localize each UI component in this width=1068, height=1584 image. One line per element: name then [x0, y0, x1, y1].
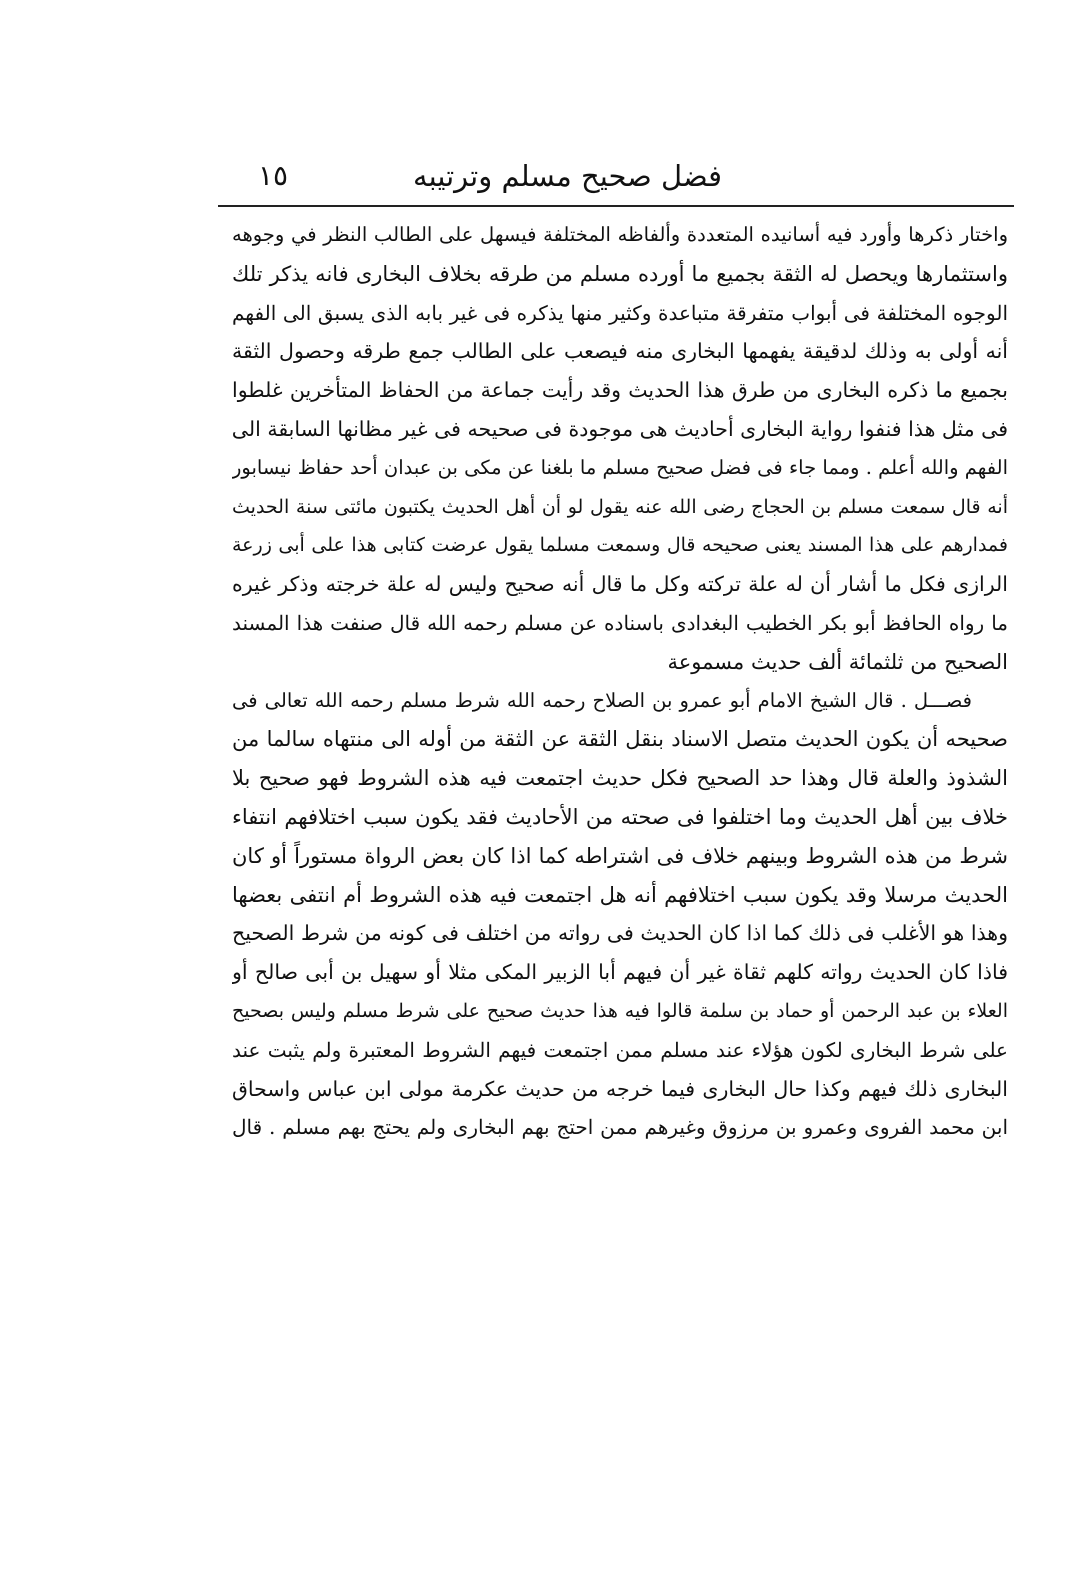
text-line: الحديث مرسلا وقد يكون سبب اختلافهم أنه هل اجتمعت فيه هذه الشروط أم انتفى بعضها — [232, 882, 1008, 907]
text-line: صحيحه أن يكون الحديث متصل الاسناد بنقل الثقة عن الثقة من أوله الى منتهاه سالما من — [232, 727, 1008, 752]
text-line: الرازى فكل ما أشار أن له علة تركته وكل ما قال أنه صحيح وليس له علة خرجته وذكر غيره — [232, 572, 1008, 597]
text-line: ما رواه الحافظ أبو بكر الخطيب البغدادى باسناده عن مسلم رحمه الله قال صنفت هذا المسند — [232, 610, 1008, 635]
text-line: أنه أولى به وذلك لدقيقة يفهمها البخارى منه فيصعب على الطالب جمع طرقه وحصول الثقة — [232, 339, 1008, 364]
text-line: خلاف بين أهل الحديث وما اختلفوا فى صحته من الأحاديث فقد يكون سبب اختلافهم انتفاء — [232, 804, 1008, 829]
header-rule — [218, 205, 1014, 207]
text-line: بجميع ما ذكره البخارى من طرق هذا الحديث وقد رأيت جماعة من الحفاظ المتأخرين غلطوا — [232, 378, 1008, 403]
text-line: وهذا هو الأغلب فى ذلك كما اذا كان الحديث فى رواته من اختلف فى كونه من شرط الصحيح — [232, 921, 1008, 946]
text-line: واستثمارها ويحصل له الثقة بجميع ما أورده مسلم من طرقه بخلاف البخارى فانه يذكر تلك — [232, 261, 1008, 286]
text-line: ابن محمد الفروى وعمرو بن مرزوق وغيرهم ممن احتج بهم البخارى ولم يحتج بهم مسلم . قال — [232, 1115, 1008, 1140]
text-line: فاذا كان الحديث رواته كلهم ثقاة غير أن فيهم أبا الزبير المكى مثلا أو سهيل بن أبى صالح أو — [232, 960, 1008, 985]
paragraph-end-line: الصحيح من ثلثمائة ألف حديث مسموعة — [667, 649, 1008, 674]
text-line: أنه قال سمعت مسلم بن الحجاج رضى الله عنه يقول لو أن أهل الحديث يكتبون مائتى سنة الحديث — [232, 495, 1008, 518]
page-header — [218, 150, 1012, 204]
text-line: الفهم والله أعلم . ومما جاء فى فضل صحيح مسلم ما بلغنا عن مكى بن عبدان أحد حفاظ نيسابور — [232, 455, 1008, 479]
text-line: فى مثل هذا فنفوا رواية البخارى أحاديث هى موجودة فى صحيحه فى غير مظانها السابقة الى — [232, 416, 1008, 441]
body-text — [232, 216, 1008, 1147]
text-line: البخارى ذلك فيهم وكذا حال البخارى فيما خرجه من حديث عكرمة مولى ابن عباس واسحاق — [232, 1076, 1008, 1101]
text-line: فمدارهم على هذا المسند يعنى صحيحه قال وسمعت مسلما يقول عرضت كتابى هذا على أبى زرعة — [232, 534, 1008, 557]
text-line: شرط من هذه الشروط وبينهم خلاف فى اشتراطه كما اذا كان بعض الرواة مستوراً أو كان — [232, 843, 1008, 868]
text-line: على شرط البخارى لكون هؤلاء عند مسلم ممن اجتمعت فيهم الشروط المعتبرة ولم يثبت عند — [232, 1037, 1008, 1062]
running-title: فضل صحيح مسلم وترتيبه — [413, 159, 722, 193]
text-line: الشذوذ والعلة قال وهذا حد الصحيح فكل حديث اجتمعت فيه هذه الشروط فهو صحيح بلا — [232, 766, 1008, 791]
text-line: العلاء بن عبد الرحمن أو حماد بن سلمة قالوا فيه هذا حديث صحيح على شرط مسلم وليس بصحيح — [232, 999, 1008, 1022]
text-line: واختار ذكرها وأورد فيه أسانيده المتعددة وألفاظه المختلفة فيسهل على الطالب النظر في وجوهه — [232, 223, 1008, 246]
text-line: الوجوه المختلفة فى أبواب متفرقة متباعدة وكثير منها يذكره فى غير بابه الذى يسبق الى الفهم — [232, 300, 1008, 325]
page-number: ١٥ — [258, 159, 289, 192]
section-heading-line: فصـــل . قال الشيخ الامام أبو عمرو بن الصلاح رحمه الله شرط مسلم رحمه الله تعالى فى — [232, 688, 972, 712]
